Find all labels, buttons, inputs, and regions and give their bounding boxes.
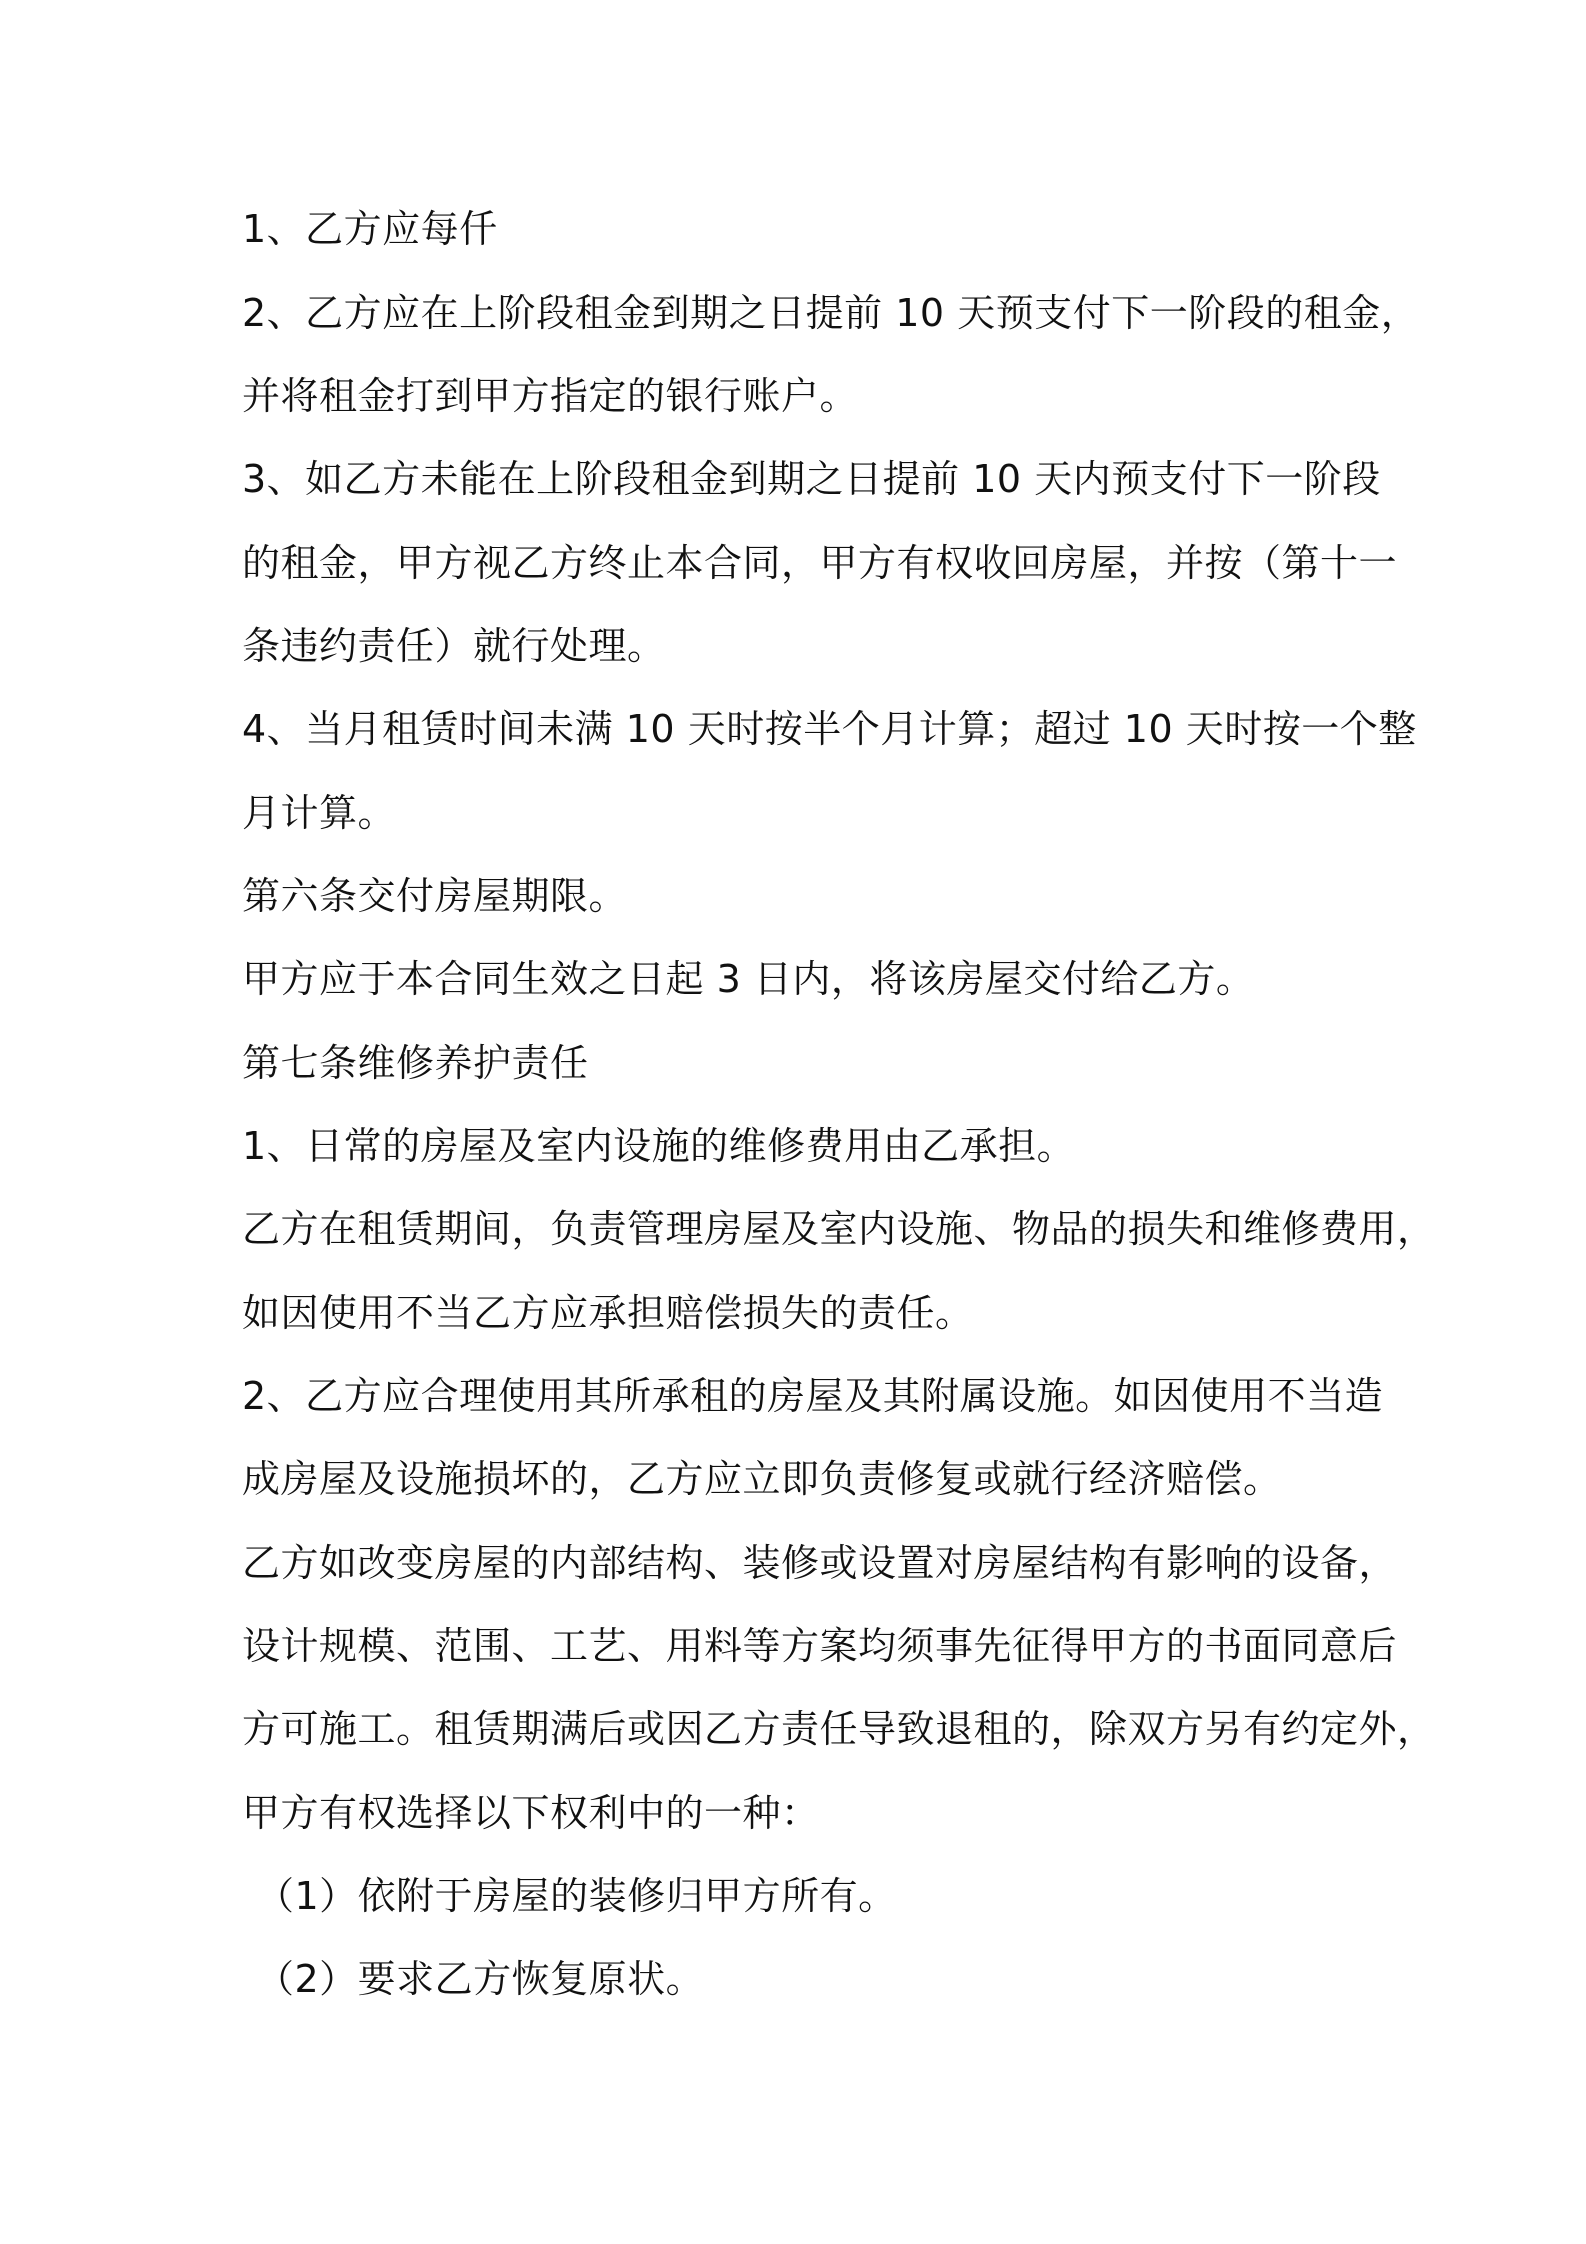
- text-line-4: 3、如乙方未能在上阶段租金到期之日提前 10 天内预支付下一阶段: [242, 457, 1381, 501]
- text-line-3: 并将租金打到甲方指定的银行账户。: [242, 374, 859, 418]
- section-heading-7: 第七条维修养护责任: [242, 1041, 589, 1085]
- text-line-5: 的租金，甲方视乙方终止本合同，甲方有权收回房屋，并按（第十一: [242, 541, 1398, 585]
- text-line-1: 1、乙方应每仟: [242, 207, 498, 251]
- text-line-7: 4、当月租赁时间未满 10 天时按半个月计算；超过 10 天时按一个整: [242, 707, 1417, 751]
- text-line-8: 月计算。: [242, 791, 397, 835]
- text-line-16: 成房屋及设施损坏的，乙方应立即负责修复或就行经济赔偿。: [242, 1457, 1282, 1501]
- text-line-10: 甲方应于本合同生效之日起 3 日内，将该房屋交付给乙方。: [242, 957, 1255, 1001]
- list-item-1: （1）依附于房屋的装修归甲方所有。: [256, 1874, 897, 1918]
- text-line-12: 1、日常的房屋及室内设施的维修费用由乙承担。: [242, 1124, 1076, 1168]
- text-line-15: 2、乙方应合理使用其所承租的房屋及其附属设施。如因使用不当造: [242, 1374, 1384, 1418]
- text-line-18: 设计规模、范围、工艺、用料等方案均须事先征得甲方的书面同意后: [242, 1624, 1398, 1668]
- text-line-6: 条违约责任）就行处理。: [242, 624, 666, 668]
- text-line-17: 乙方如改变房屋的内部结构、装修或设置对房屋结构有影响的设备，: [242, 1541, 1398, 1585]
- text-line-14: 如因使用不当乙方应承担赔偿损失的责任。: [242, 1291, 974, 1335]
- text-line-20: 甲方有权选择以下权利中的一种：: [242, 1791, 820, 1835]
- text-line-2: 2、乙方应在上阶段租金到期之日提前 10 天预支付下一阶段的租金，: [242, 291, 1420, 335]
- text-line-13: 乙方在租赁期间，负责管理房屋及室内设施、物品的损失和维修费用，: [242, 1207, 1436, 1251]
- text-line-19: 方可施工。租赁期满后或因乙方责任导致退租的，除双方另有约定外，: [242, 1707, 1436, 1751]
- list-item-2: （2）要求乙方恢复原状。: [256, 1957, 705, 2001]
- section-heading-6: 第六条交付房屋期限。: [242, 874, 628, 918]
